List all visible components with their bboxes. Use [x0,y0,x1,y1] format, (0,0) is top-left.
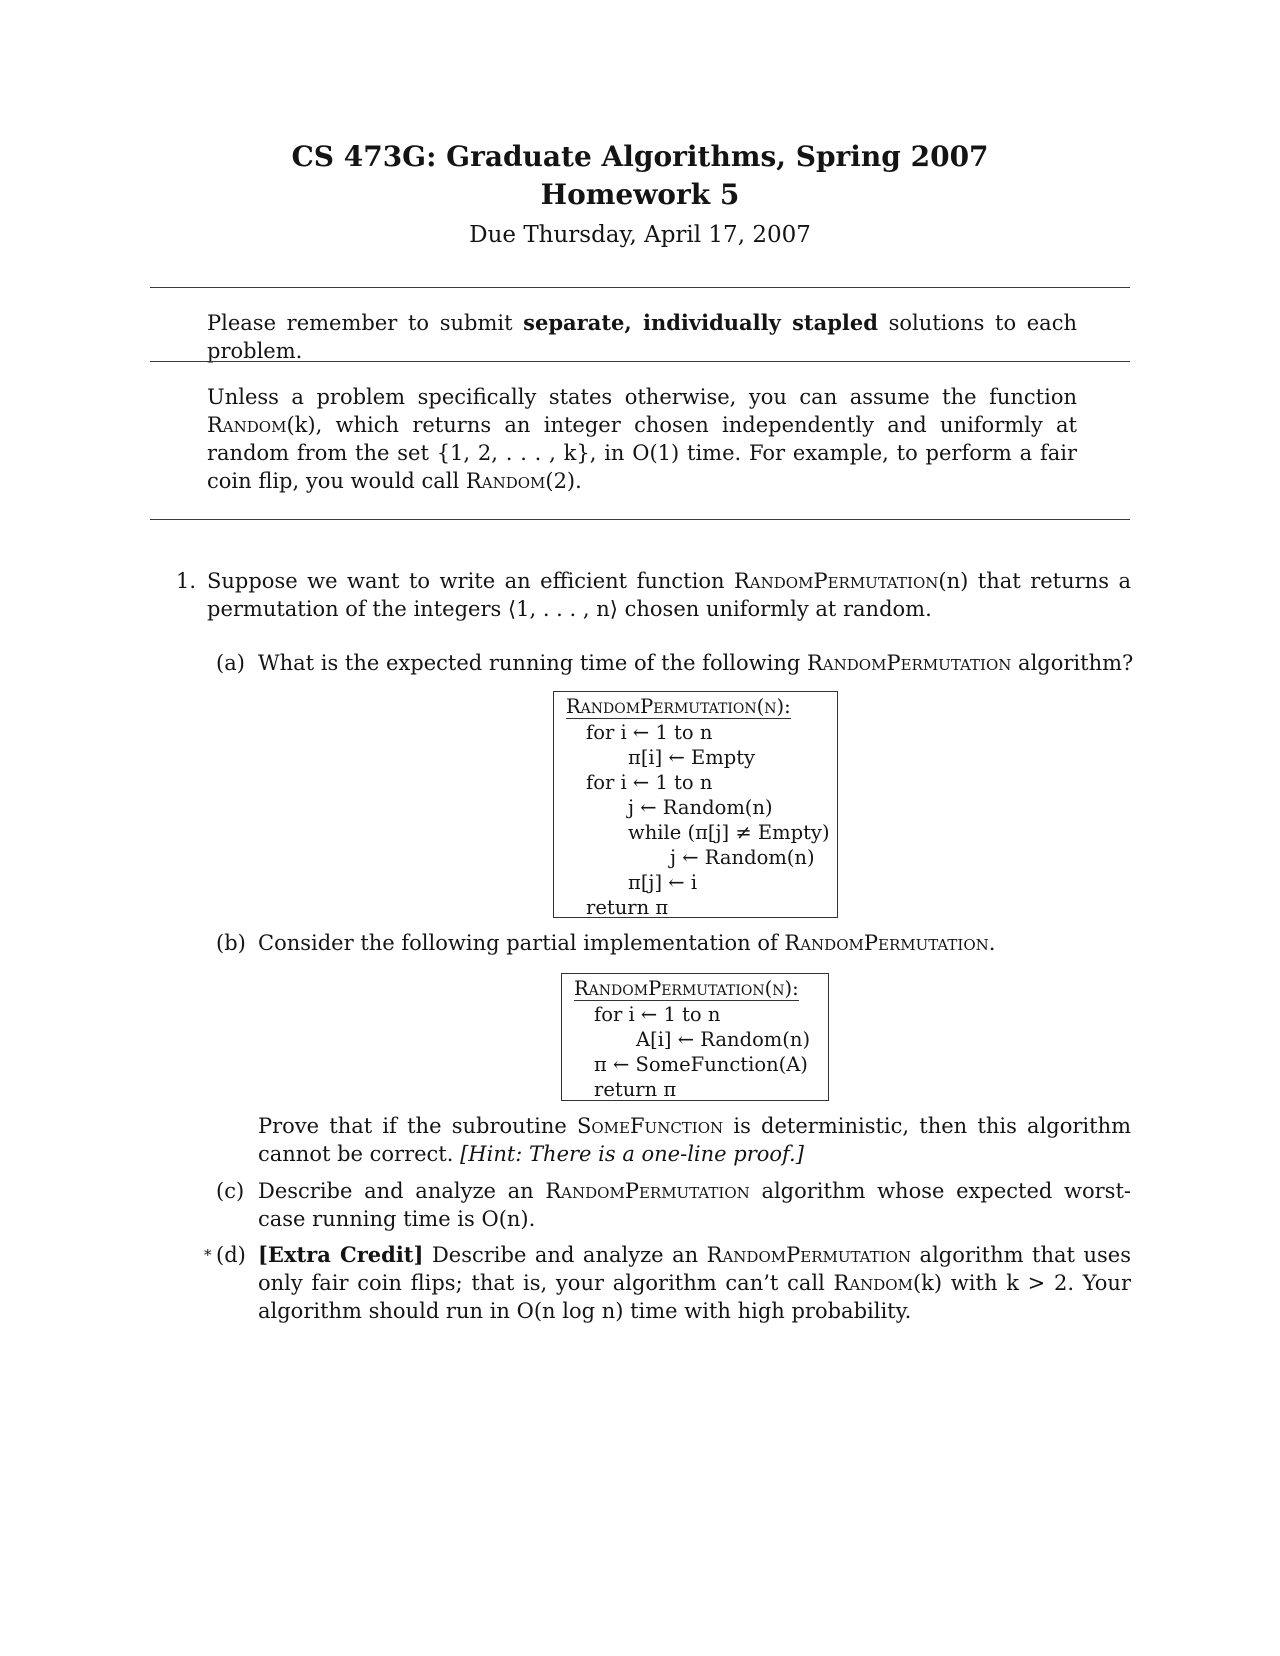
algorithm-b-header: RandomPermutation(n): [574,977,799,1000]
part-a-function: RandomPermutation [807,651,1012,675]
part-b-statement [258,929,1138,957]
submission-notice [207,309,1077,365]
part-b-prove-text-1: Prove that if the subroutine [258,1114,577,1138]
assumption-text-1: Unless a problem specifically states otherwise, you can assume the function [207,385,1077,409]
part-b-text-1: Consider the following partial implementation of [258,931,785,955]
part-d-question [258,1241,1131,1325]
divider-bottom [150,519,1130,520]
part-d-label: (d) [216,1243,246,1267]
part-a-text-1: What is the expected running time of the following [258,651,807,675]
part-b-prove [258,1112,1131,1168]
algorithm-a-line: for i ← 1 to n [586,771,713,794]
divider-middle [150,361,1130,362]
random-function-name: Random [207,413,287,437]
part-c-function: RandomPermutation [545,1179,750,1203]
algorithm-a-line: while (π[j] ≠ Empty) [628,821,830,844]
part-d-text-3: (k) with k > 2. Your algorithm should run in O(n log n) time with high probability. [258,1271,1131,1323]
part-b-function: RandomPermutation [784,931,989,955]
problem-1-text-1: Suppose we want to write an efficient function [207,569,734,593]
notice-emphasis: separate, individually stapled [523,310,878,335]
part-a-question [258,649,1138,677]
part-c-label: (c) [216,1179,245,1203]
algorithm-b-line: for i ← 1 to n [594,1003,721,1026]
part-a-label: (a) [216,651,245,675]
page-title: CS 473G: Graduate Algorithms, Spring 2007 [291,140,989,173]
part-d-function: RandomPermutation [706,1243,912,1267]
part-d-text-1: Describe and analyze an [423,1243,707,1267]
algorithm-a-line: π[j] ← i [628,871,698,894]
part-c-text-1: Describe and analyze an [258,1179,546,1203]
algorithm-b-line: A[i] ← Random(n) [636,1028,811,1051]
part-b-label: (b) [216,931,246,955]
notice-text-post: solutions to each problem. [207,311,1077,363]
extra-credit-tag: [Extra Credit] [258,1242,424,1267]
algorithm-a-header: RandomPermutation(n): [566,695,791,718]
algorithm-a-line: return π [586,896,669,919]
algorithm-a-line: π[i] ← Empty [628,746,756,769]
algorithm-box-b [561,973,829,1101]
assumption-paragraph [207,383,1077,495]
due-date: Due Thursday, April 17, 2007 [469,222,811,248]
part-d-text-2: algorithm that uses only fair coin flips; that is, your algorithm can’t call [258,1243,1131,1295]
extra-credit-star: * [204,1246,212,1264]
problem-1-function: RandomPermutation [734,569,939,593]
part-c-text-2: algorithm whose expected worst-case running time is O(n). [258,1179,1131,1231]
algorithm-a-line: for i ← 1 to n [586,721,713,744]
algorithm-a-line: j ← Random(n) [670,846,815,869]
algorithm-b-line: π ← SomeFunction(A) [594,1053,808,1076]
problem-1-text-2: that returns a permutation of the integers ⟨1, . . . , n⟩ chosen uniformly at random. [207,569,1131,621]
random-2-arg: (2). [545,469,582,493]
divider-top [150,287,1130,288]
hint-text: [Hint: There is a one-line proof.] [460,1142,804,1166]
part-a-text-2: algorithm? [1011,651,1134,675]
part-d-random: Random [833,1271,913,1295]
algorithm-a-line: j ← Random(n) [628,796,773,819]
part-b-text-2: . [988,931,996,955]
random-function-name-2: Random [465,469,546,493]
some-function-name: SomeFunction [576,1114,724,1138]
problem-1-function-arg: (n) [938,569,969,593]
homework-number: Homework 5 [540,178,740,211]
random-k-arg: (k) [286,413,316,437]
algorithm-box-a [553,691,838,918]
part-c-question [258,1177,1131,1233]
algorithm-b-line: return π [594,1078,677,1101]
part-b-prove-text-2: is deterministic, then this algorithm cannot be correct. [258,1114,1132,1166]
problem-number: 1. [176,569,197,593]
assumption-text-2: , which returns an integer chosen independently and uniformly at random from the set {1, 2, . . . , k}, in O(1) time. For example, to perform a fair coin flip, you would call [207,413,1077,493]
problem-1-statement [207,567,1131,623]
notice-text-pre: Please remember to submit [207,311,524,335]
